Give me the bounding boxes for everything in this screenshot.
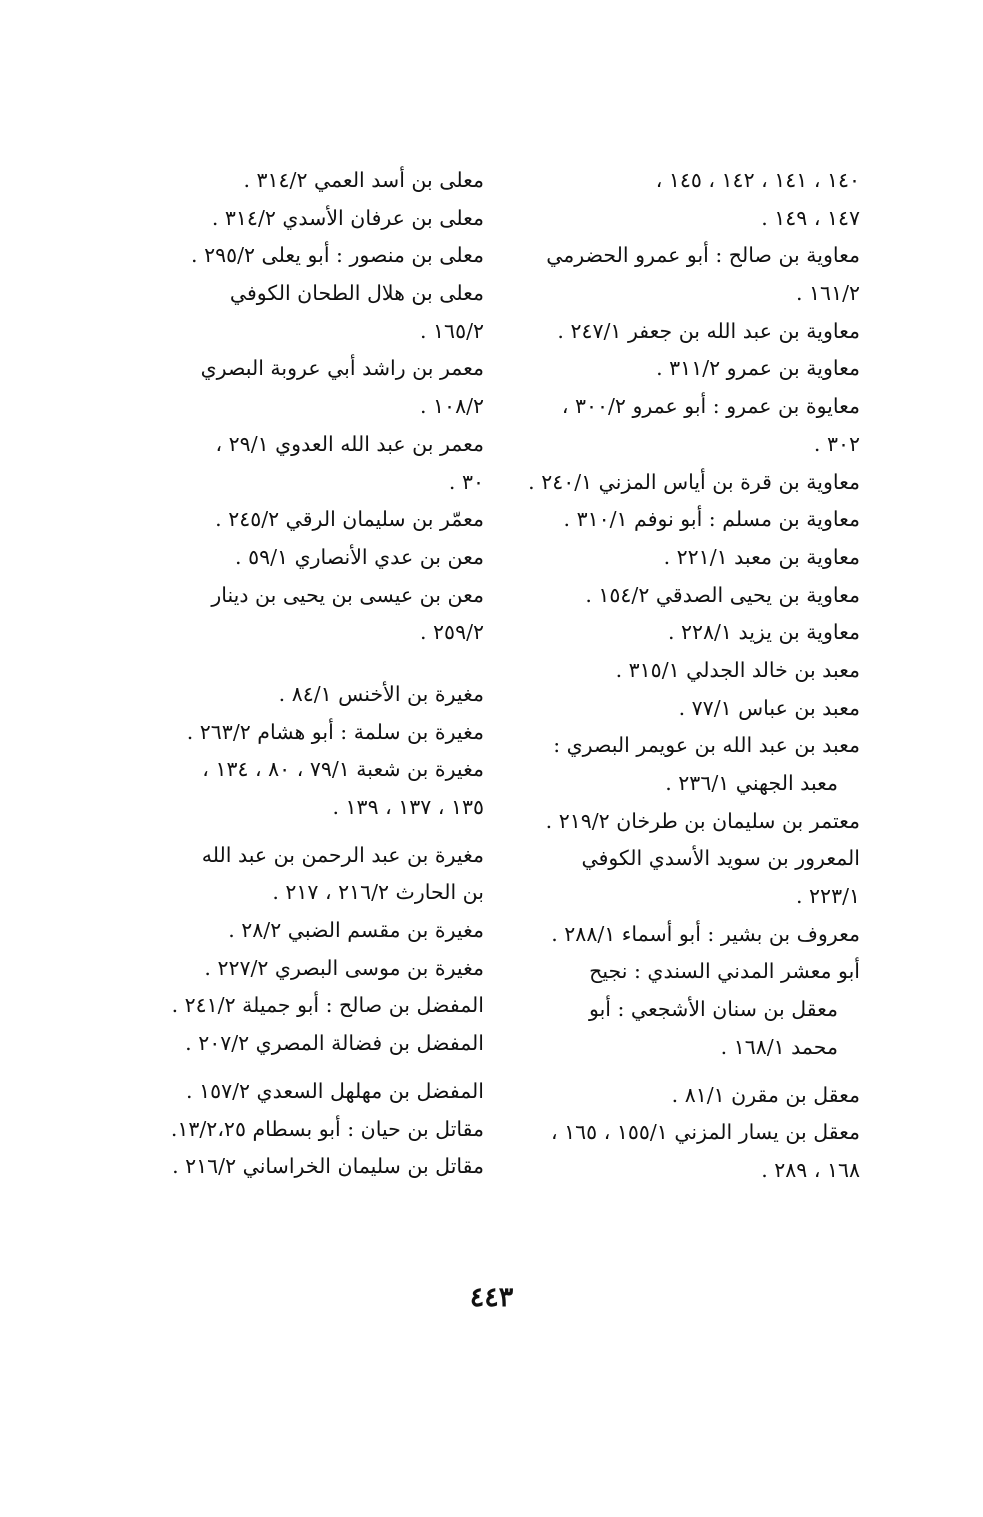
index-entry-line: المفضل بن صالح : أبو جميلة ٢٤١/٢ .	[171, 993, 484, 1018]
index-entry-line: معاوية بن يحيى الصدقي ١٥٤/٢ .	[585, 582, 860, 607]
index-entry-line: مغيرة بن موسى البصري ٢٢٧/٢ .	[204, 955, 484, 980]
index-entry-line: مغيرة بن مقسم الضبي ٢٨/٢ .	[228, 918, 484, 943]
index-column-right	[480, 162, 860, 1190]
index-entry-line: معاوية بن معبد ٢٢١/١ .	[663, 544, 860, 569]
index-entry-line: مغيرة بن عبد الرحمن بن عبد الله	[201, 842, 484, 867]
index-entry-line: ٢٥٩/٢ .	[420, 620, 484, 645]
index-entry-line: المفضل بن فضالة المصري ٢٠٧/٢ .	[185, 1031, 484, 1056]
entry-gap	[104, 1063, 484, 1073]
index-column-left	[104, 162, 484, 1186]
index-entry-line: معلى بن هلال الطحان الكوفي	[229, 281, 484, 306]
index-entry-line: معقل بن سنان الأشجعي : أبو	[589, 997, 838, 1022]
index-entry-line: معبد بن عبد الله بن عويمر البصري :	[553, 733, 860, 758]
index-entry-line: مقاتل بن سليمان الخراساني ٢١٦/٢ .	[172, 1154, 484, 1179]
entry-gap	[104, 827, 484, 837]
index-entry-line: ٣٠٢ .	[813, 431, 860, 456]
index-entry-line: محمد ١٦٨/١ .	[720, 1034, 838, 1059]
index-entry-line: ١٤٠ ، ١٤١ ، ١٤٢ ، ١٤٥ ،	[655, 168, 860, 192]
index-entry-line: معلى بن منصور : أبو يعلى ٢٩٥/٢ .	[191, 243, 484, 268]
index-entry-line: معايوة بن عمرو : أبو عمرو ٣٠٠/٢ ،	[561, 394, 860, 419]
index-entry-line: معن بن عدي الأنصاري ٥٩/١ .	[235, 544, 484, 569]
index-entry-line: معبد بن خالد الجدلي ٣١٥/١ .	[615, 657, 860, 682]
index-entry-line: ١٤٧ ، ١٤٩ .	[761, 205, 860, 230]
index-entry-line: ١٦٥/٢ .	[420, 318, 484, 343]
index-entry-line: معاوية بن قرة بن أياس المزني ٢٤٠/١ .	[528, 469, 860, 494]
index-entry-line: ٢٢٣/١ .	[796, 884, 860, 909]
page-number: ٤٤٣	[469, 1282, 514, 1313]
index-entry-line: مغيرة بن سلمة : أبو هشام ٢٦٣/٢ .	[186, 719, 484, 744]
index-entry-line: مغيرة بن الأخنس ٨٤/١ .	[278, 681, 484, 706]
index-entry-line: معاوية بن مسلم : أبو نوفم ٣١٠/١ .	[563, 507, 860, 532]
index-entry-line: معبد بن عباس ٧٧/١ .	[678, 695, 860, 720]
entry-gap	[480, 1067, 860, 1077]
index-entry-line: المعرور بن سويد الأسدي الكوفي	[581, 846, 860, 871]
index-entry-line: معاوية بن يزيد ٢٢٨/١ .	[667, 620, 860, 645]
index-entry-line: ١٦١/٢ .	[796, 281, 860, 306]
entry-gap	[104, 652, 484, 676]
index-entry-line: معبد الجهني ٢٣٦/١ .	[665, 771, 838, 795]
index-entry-line: معن بن عيسى بن يحيى بن دينار	[211, 582, 484, 607]
index-entry-line: معلى بن أسد العمي ٣١٤/٢ .	[243, 168, 484, 192]
index-entry-line: معقل بن مقرن ٨١/١ .	[671, 1082, 860, 1107]
index-entry-line: معقل بن يسار المزني ١٥٥/١ ، ١٦٥ ،	[551, 1120, 860, 1145]
index-entry-line: ١٣٥ ، ١٣٧ ، ١٣٩ .	[332, 795, 484, 819]
index-entry-line: معمر بن راشد أبي عروبة البصري	[200, 356, 484, 381]
index-entry-line: معلى بن عرفان الأسدي ٣١٤/٢ .	[211, 205, 484, 230]
index-entry-line: مقاتل بن حيان : أبو بسطام ١٣/٢،٢٥.	[170, 1116, 484, 1141]
index-entry-line: ١٦٨ ، ٢٨٩ .	[761, 1157, 860, 1182]
index-entry-line: أبو معشر المدني السندي : نجيح	[589, 959, 860, 984]
index-entry-line: معمّر بن سليمان الرقي ٢٤٥/٢ .	[215, 507, 484, 532]
index-entry-line: بن الحارث ٢١٦/٢ ، ٢١٧ .	[272, 880, 484, 905]
index-entry-line: معمر بن عبد الله العدوي ٢٩/١ ،	[215, 431, 484, 456]
index-entry-line: ١٠٨/٢ .	[420, 394, 484, 419]
index-entry-line: المفضل بن مهلهل السعدي ١٥٧/٢ .	[186, 1078, 484, 1103]
index-entry-line: معاوية بن عمرو ٣١١/٢ .	[656, 356, 860, 381]
index-entry-line: معاوية بن صالح : أبو عمرو الحضرمي	[546, 243, 860, 268]
index-entry-line: معتمر بن سليمان بن طرخان ٢١٩/٢ .	[545, 808, 860, 833]
index-entry-line: معروف بن بشير : أبو أسماء ٢٨٨/١ .	[551, 921, 860, 946]
index-entry-line: ٣٠ .	[448, 469, 484, 494]
index-entry-line: معاوية بن عبد الله بن جعفر ٢٤٧/١ .	[557, 318, 860, 343]
index-entry-line: مغيرة بن شعبة ٧٩/١ ، ٨٠ ، ١٣٤ ،	[202, 757, 484, 782]
